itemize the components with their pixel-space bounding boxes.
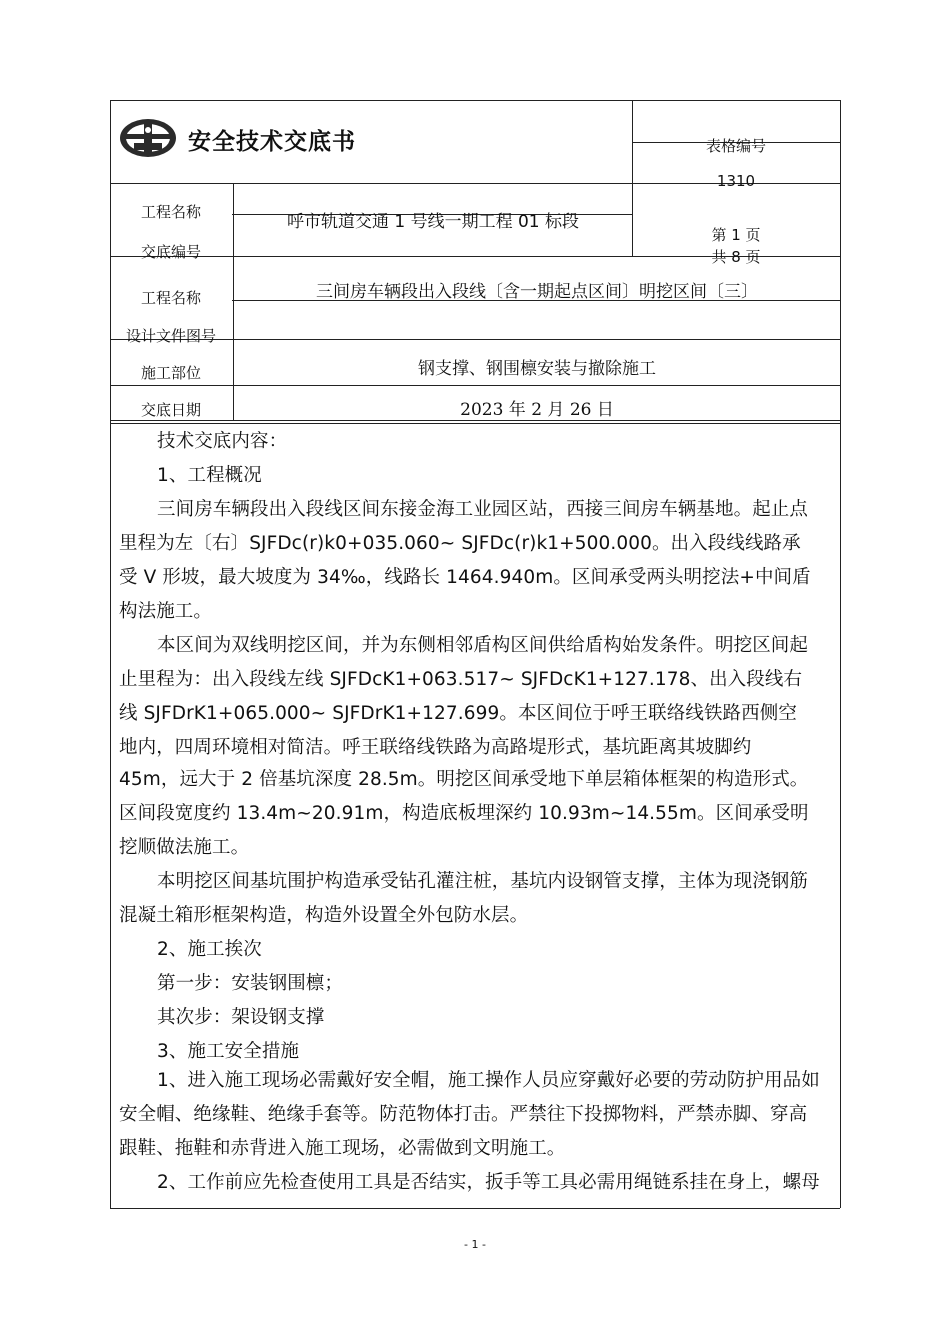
page-number: - 1 - — [464, 1238, 486, 1251]
body-line: 安全帽、绝缘鞋、绝缘手套等。防范物体打击。严禁往下投掷物料，严禁赤脚、穿高 — [119, 1104, 808, 1125]
project-name2: 三间房车辆段出入段线〔含一期起点区间〕明挖区间〔三〕 — [316, 282, 758, 302]
body-line: 2、工作前应先检查使用工具是否结实，扳手等工具必需用绳链系挂在身上，螺母 — [157, 1172, 820, 1193]
form-number-label: 表格编号 — [705, 137, 766, 155]
document-title: 安全技术交底书 — [188, 129, 356, 155]
body-line: 3、施工安全措施 — [157, 1041, 300, 1062]
construction-site: 钢支撑、钢围檩安装与撤除施工 — [418, 359, 656, 379]
page-total: 共 8 页 — [711, 248, 761, 266]
body-line: 混凝土箱形框架构造，构造外设置全外包防水层。 — [119, 905, 529, 926]
body-line: 区间段宽度约 13.4m~20.91m，构造底板埋深约 10.93m~14.55m。区间承受明 — [119, 803, 809, 824]
body-line: 地内，四周环境相对简洁。呼王联络线铁路为高路堤形式，基坑距离其坡脚约 — [119, 737, 752, 758]
project-name2-label: 工程名称 — [140, 289, 201, 307]
body-line: 线 SJFDrK1+065.000~ SJFDrK1+127.699。本区间位于呼王联络线铁路西侧空 — [119, 703, 797, 724]
body-line: 第一步：安装钢围檩； — [157, 973, 344, 994]
body-line: 受 V 形坡，最大坡度为 34‰，线路长 1464.940m。区间承受两头明挖法+中间盾 — [119, 567, 811, 588]
body-line: 1、进入施工现场必需戴好安全帽，施工操作人员应穿戴好必要的劳动防护用品如 — [157, 1070, 820, 1091]
company-logo — [118, 117, 178, 159]
body-line: 45m，远大于 2 倍基坑深度 28.5m。明挖区间承受地下单层箱体框架的构造形式。 — [119, 769, 809, 790]
body-line: 里程为左〔右〕SJFDc(r)k0+035.060~ SJFDc(r)k1+500.000。出入段线线路承 — [119, 533, 801, 554]
project-name: 呼市轨道交通 1 号线一期工程 01 标段 — [286, 212, 580, 232]
page-current: 第 1 页 — [711, 226, 761, 244]
body-line: 技术交底内容： — [157, 431, 288, 452]
form-number: 1310 — [716, 172, 756, 190]
body-line: 其次步：架设钢支撑 — [157, 1007, 325, 1028]
body-line: 构法施工。 — [119, 601, 213, 622]
body-line: 2、施工挨次 — [157, 939, 262, 960]
project-name-label: 工程名称 — [140, 203, 201, 221]
body-line: 本明挖区间基坑围护构造承受钻孔灌注桩，基坑内设钢管支撑，主体为现浇钢筋 — [157, 871, 809, 892]
body-line: 三间房车辆段出入段线区间东接金海工业园区站，西接三间房车辆基地。起止点 — [157, 499, 809, 520]
disclosure-date-label: 交底日期 — [140, 401, 201, 419]
body-line: 1、工程概况 — [157, 465, 262, 486]
body-line: 挖顺做法施工。 — [119, 837, 250, 858]
construction-site-label: 施工部位 — [140, 364, 201, 382]
design-doc-label: 设计文件图号 — [125, 327, 216, 345]
body-line: 本区间为双线明挖区间，并为东侧相邻盾构区间供给盾构始发条件。明挖区间起 — [157, 635, 809, 656]
disclosure-number-label: 交底编号 — [140, 243, 201, 261]
disclosure-date: 2023 年 2 月 26 日 — [460, 400, 614, 420]
body-line: 止里程为：出入段线左线 SJFDcK1+063.517~ SJFDcK1+127.178、出入段线右 — [119, 669, 803, 690]
body-line: 跟鞋、拖鞋和赤背进入施工现场，必需做到文明施工。 — [119, 1138, 566, 1159]
